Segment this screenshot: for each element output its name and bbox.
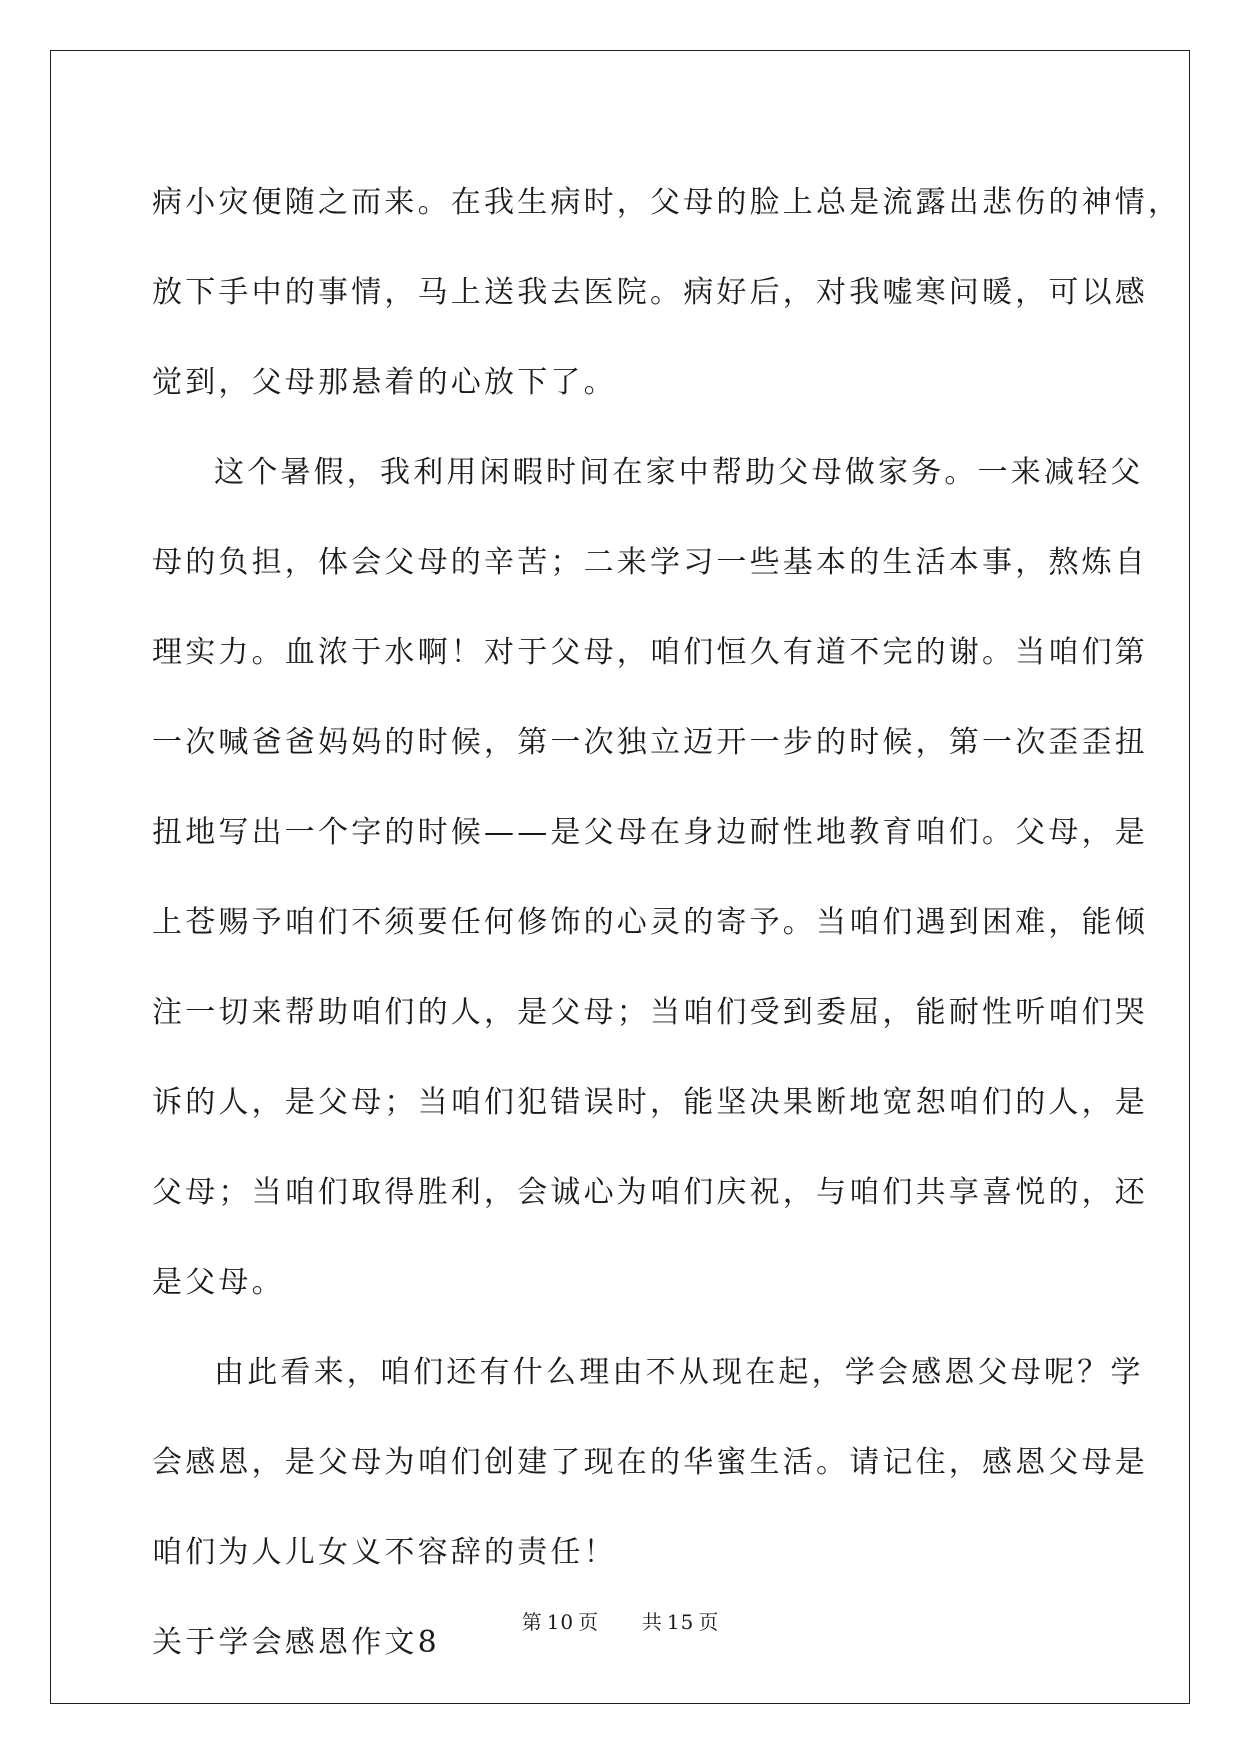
document-body bbox=[152, 158, 1182, 1688]
text-line: 这个暑假，我利用闲暇时间在家中帮助父母做家务。一来减轻父 bbox=[214, 455, 1144, 490]
paragraph-3 bbox=[152, 1328, 1148, 1598]
text-line: 扭地写出一个字的时候——是父母在身边耐性地教育咱们。父母，是 bbox=[152, 815, 1148, 850]
text-line: 父母；当咱们取得胜利，会诚心为咱们庆祝，与咱们共享喜悦的，还 bbox=[152, 1175, 1148, 1210]
paragraph-2 bbox=[152, 428, 1148, 1328]
text-line: 上苍赐予咱们不须要任何修饰的心灵的寄予。当咱们遇到困难，能倾 bbox=[152, 905, 1148, 940]
paragraph-1 bbox=[152, 158, 1182, 428]
text-line: 由此看来，咱们还有什么理由不从现在起，学会感恩父母呢？学 bbox=[214, 1355, 1144, 1390]
text-line: 是父母。 bbox=[152, 1265, 285, 1300]
page-number-suffix: 页 bbox=[578, 1610, 600, 1634]
text-line: 注一切来帮助咱们的人，是父母；当咱们受到委屈，能耐性听咱们哭 bbox=[152, 995, 1148, 1030]
text-line: 放下手中的事情，马上送我去医院。病好后，对我嘘寒问暖，可以感 bbox=[152, 275, 1148, 310]
total-pages-suffix: 页 bbox=[698, 1610, 720, 1634]
text-line: 母的负担，体会父母的辛苦；二来学习一些基本的生活本事，熬炼自 bbox=[152, 545, 1148, 580]
text-line: 觉到，父母那悬着的心放下了。 bbox=[152, 365, 617, 400]
text-line: 理实力。血浓于水啊！对于父母，咱们恒久有道不完的谢。当咱们第 bbox=[152, 635, 1148, 670]
text-line: 会感恩，是父母为咱们创建了现在的华蜜生活。请记住，感恩父母是 bbox=[152, 1445, 1148, 1480]
total-pages-number: 15 bbox=[666, 1610, 695, 1634]
text-line: 一次喊爸爸妈妈的时候，第一次独立迈开一步的时候，第一次歪歪扭 bbox=[152, 725, 1148, 760]
text-line: 病小灾便随之而来。在我生病时，父母的脸上总是流露出悲伤的神情， bbox=[152, 185, 1182, 220]
page-number-prefix: 第 bbox=[521, 1610, 543, 1634]
section-heading: 关于学会感恩作文8 bbox=[152, 1625, 440, 1660]
text-line: 咱们为人儿女义不容辞的责任！ bbox=[152, 1535, 617, 1570]
text-line: 诉的人，是父母；当咱们犯错误时，能坚决果断地宽恕咱们的人，是 bbox=[152, 1085, 1148, 1120]
current-page-number: 10 bbox=[546, 1610, 575, 1634]
page-footer bbox=[0, 1606, 1241, 1635]
total-pages-prefix: 共 bbox=[641, 1610, 663, 1634]
